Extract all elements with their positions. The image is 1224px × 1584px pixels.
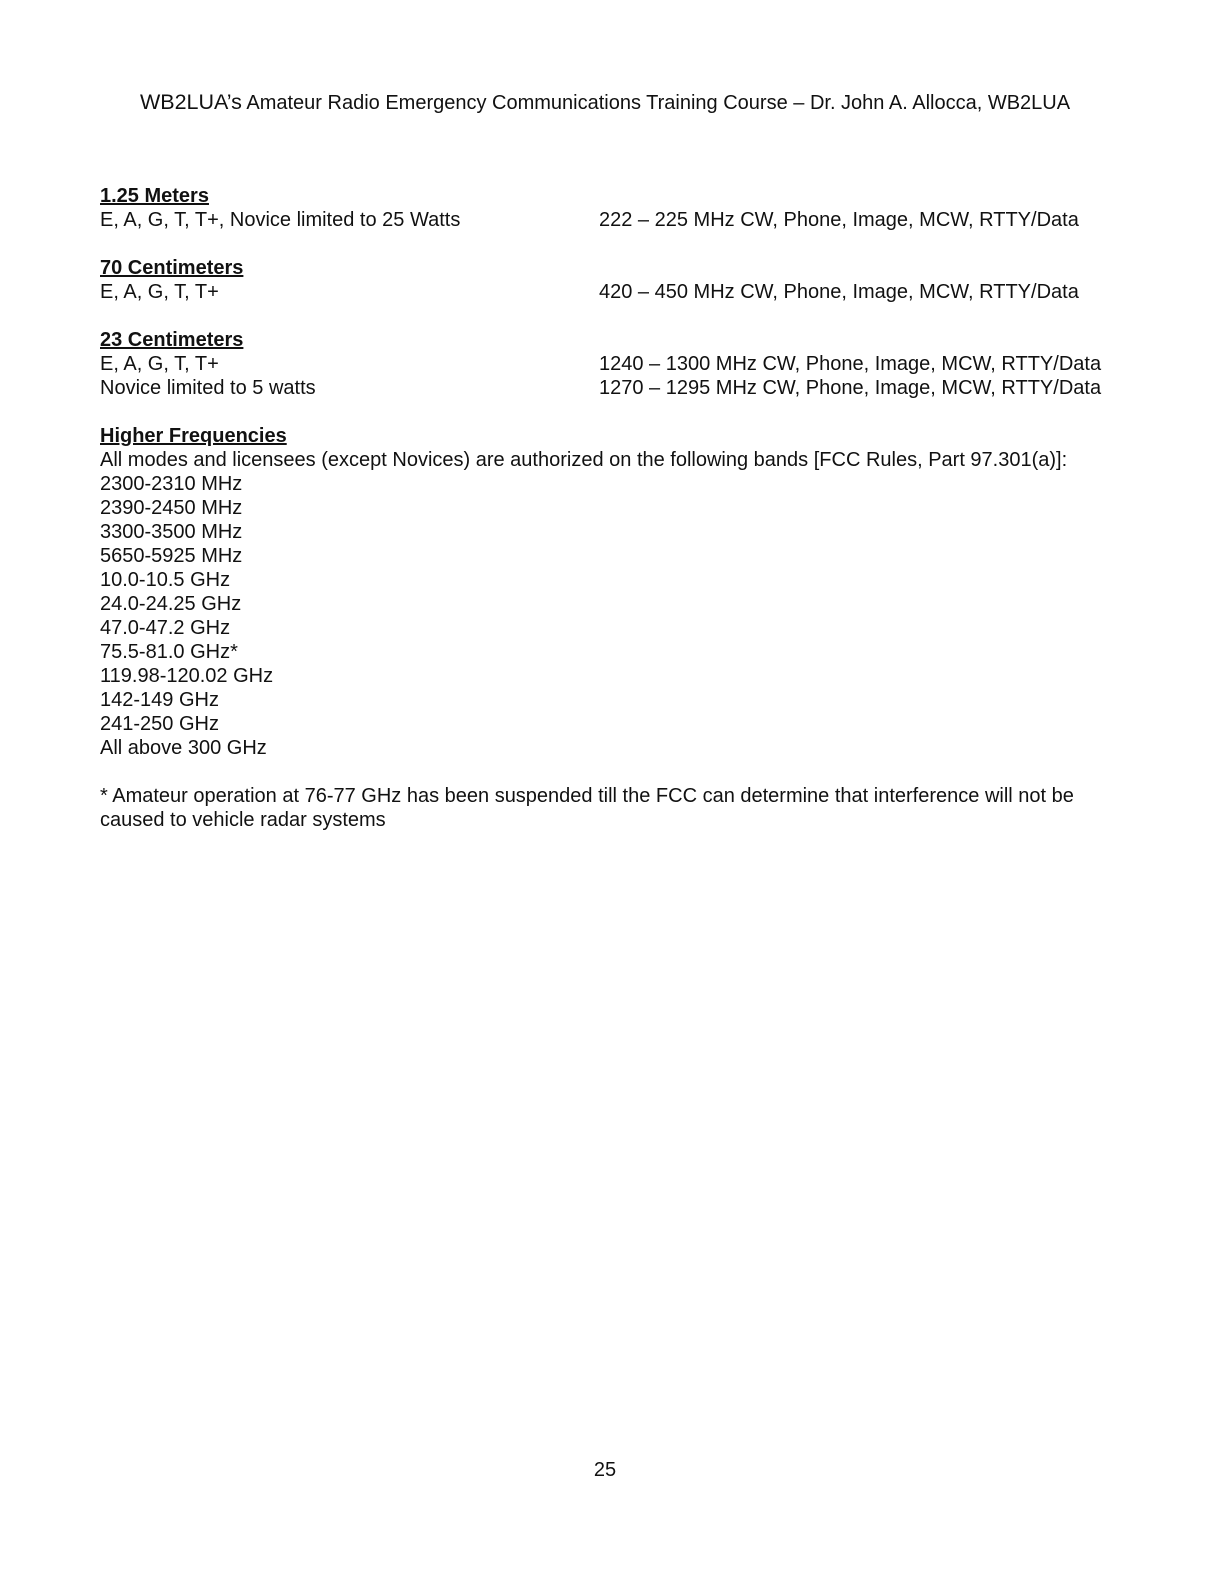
- spacer: [100, 232, 1130, 256]
- page-header: [0, 89, 1210, 116]
- frequency-item: All above 300 GHz: [100, 737, 267, 759]
- band-row-frequency: 1270 – 1295 MHz CW, Phone, Image, MCW, RTTY/Data: [599, 377, 1102, 399]
- frequency-item: 142-149 GHz: [100, 689, 219, 711]
- frequency-item: 24.0-24.25 GHz: [100, 593, 242, 615]
- band-row-frequency: 1240 – 1300 MHz CW, Phone, Image, MCW, RTTY/Data: [599, 353, 1102, 375]
- document-body: [100, 184, 1130, 832]
- spacer: [100, 304, 1130, 328]
- band-row: [100, 352, 1130, 376]
- band-row-frequency: 222 – 225 MHz CW, Phone, Image, MCW, RTTY/Data: [599, 209, 1079, 231]
- spacer: [100, 400, 1130, 424]
- frequency-item: 10.0-10.5 GHz: [100, 569, 231, 591]
- higher-frequencies-heading: Higher Frequencies: [100, 425, 287, 447]
- header-title: Amateur Radio Emergency Communications Training Course – Dr. John A. Allocca, WB2LUA: [241, 92, 1071, 114]
- band-row: [100, 280, 1130, 304]
- band-heading: 1.25 Meters: [100, 185, 209, 207]
- frequency-item: 75.5-81.0 GHz*: [100, 641, 238, 663]
- footnote: * Amateur operation at 76-77 GHz has been suspended till the FCC can determine that interference will not be caused to vehicle radar systems: [100, 785, 1074, 831]
- frequency-item: 2300-2310 MHz: [100, 473, 243, 495]
- band-row: [100, 208, 1130, 232]
- frequency-item: 119.98-120.02 GHz: [100, 665, 274, 687]
- band-heading: 23 Centimeters: [100, 329, 244, 351]
- higher-frequencies-intro: All modes and licensees (except Novices) are authorized on the following bands [FCC Rules, Part 97.301(a)]:: [100, 449, 1068, 471]
- header-callsign: WB2LUA’s: [139, 90, 242, 114]
- band-row-license: E, A, G, T, T+: [100, 353, 219, 375]
- frequency-item: 5650-5925 MHz: [100, 545, 243, 567]
- spacer: [100, 760, 1130, 784]
- band-row: [100, 376, 1130, 400]
- band-row-license: E, A, G, T, T+: [100, 281, 219, 303]
- band-heading: 70 Centimeters: [100, 257, 244, 279]
- band-row-license: E, A, G, T, T+, Novice limited to 25 Watts: [100, 209, 461, 231]
- frequency-item: 2390-2450 MHz: [100, 497, 243, 519]
- frequency-item: 47.0-47.2 GHz: [100, 617, 231, 639]
- frequency-item: 241-250 GHz: [100, 713, 219, 735]
- frequency-item: 3300-3500 MHz: [100, 521, 243, 543]
- page-number: 25: [593, 1459, 617, 1481]
- band-row-license: Novice limited to 5 watts: [100, 377, 316, 399]
- band-row-frequency: 420 – 450 MHz CW, Phone, Image, MCW, RTTY/Data: [599, 281, 1079, 303]
